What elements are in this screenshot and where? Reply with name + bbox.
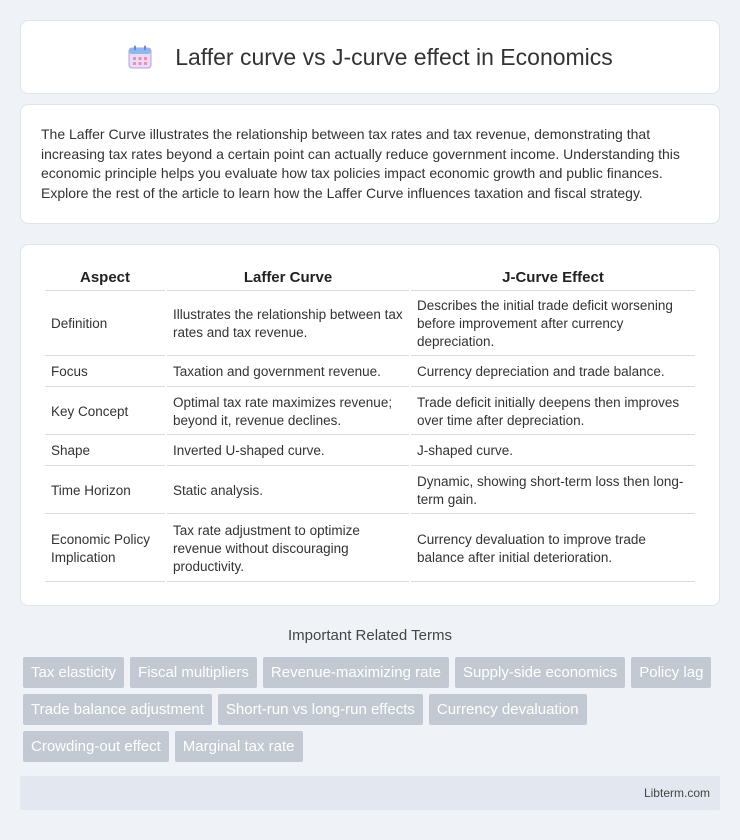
- table-row: [45, 389, 695, 435]
- related-term-tag[interactable]: Trade balance adjustment: [23, 694, 212, 725]
- intro-text: The Laffer Curve illustrates the relationship between tax rates and tax revenue, demonstrating that increasing tax rates beyond a certain point can actually reduce government income. Understanding this economic principle helps you evaluate how tax policies impact economic growth and public finances. Explore the rest of the article to learn how the Laffer Curve influences taxation and fiscal strategy.: [41, 126, 680, 201]
- title-card: [20, 20, 720, 94]
- related-term-tag[interactable]: Policy lag: [631, 657, 711, 688]
- calendar-icon: [127, 44, 153, 70]
- table-cell: Shape: [45, 437, 165, 466]
- table-cell: Focus: [45, 358, 165, 387]
- page-title: Laffer curve vs J-curve effect in Economics: [175, 43, 613, 70]
- table-cell: Dynamic, showing short-term loss then long-term gain.: [411, 468, 695, 514]
- table-cell: Inverted U-shaped curve.: [167, 437, 409, 466]
- comparison-table: [43, 263, 697, 584]
- intro-card: [20, 104, 720, 224]
- table-cell: Key Concept: [45, 389, 165, 435]
- related-terms-title: Important Related Terms: [288, 627, 452, 644]
- table-cell: Currency depreciation and trade balance.: [411, 358, 695, 387]
- table-row: [45, 358, 695, 387]
- table-cell: Static analysis.: [167, 468, 409, 514]
- column-header-aspect: Aspect: [45, 265, 165, 291]
- related-term-tag[interactable]: Revenue-maximizing rate: [263, 657, 449, 688]
- table-row: [45, 293, 695, 356]
- comparison-table-card: [20, 244, 720, 606]
- related-term-tag[interactable]: Tax elasticity: [23, 657, 124, 688]
- table-row: [45, 437, 695, 466]
- table-row: [45, 516, 695, 582]
- table-cell: J-shaped curve.: [411, 437, 695, 466]
- table-header-row: [45, 265, 695, 291]
- table-cell: Taxation and government revenue.: [167, 358, 409, 387]
- table-cell: Tax rate adjustment to optimize revenue without discouraging productivity.: [167, 516, 409, 582]
- footer: [20, 776, 720, 810]
- related-term-tag[interactable]: Fiscal multipliers: [130, 657, 257, 688]
- table-cell: Describes the initial trade deficit worsening before improvement after currency depreciation.: [411, 293, 695, 356]
- related-term-tag[interactable]: Short-run vs long-run effects: [218, 694, 423, 725]
- related-term-tag[interactable]: Crowding-out effect: [23, 731, 169, 762]
- table-cell: Illustrates the relationship between tax rates and tax revenue.: [167, 293, 409, 356]
- table-cell: Optimal tax rate maximizes revenue; beyond it, revenue declines.: [167, 389, 409, 435]
- table-cell: Definition: [45, 293, 165, 356]
- footer-site-link[interactable]: Libterm.com: [643, 786, 710, 800]
- table-cell: Currency devaluation to improve trade balance after initial deterioration.: [411, 516, 695, 582]
- table-cell: Time Horizon: [45, 468, 165, 514]
- table-cell: Trade deficit initially deepens then improves over time after depreciation.: [411, 389, 695, 435]
- related-term-tag[interactable]: Supply-side economics: [455, 657, 625, 688]
- table-cell: Economic Policy Implication: [45, 516, 165, 582]
- column-header-jcurve: J-Curve Effect: [411, 265, 695, 291]
- related-term-tag[interactable]: Marginal tax rate: [175, 731, 303, 762]
- column-header-laffer: Laffer Curve: [167, 265, 409, 291]
- related-terms-tags: [23, 657, 723, 768]
- related-term-tag[interactable]: Currency devaluation: [429, 694, 587, 725]
- table-row: [45, 468, 695, 514]
